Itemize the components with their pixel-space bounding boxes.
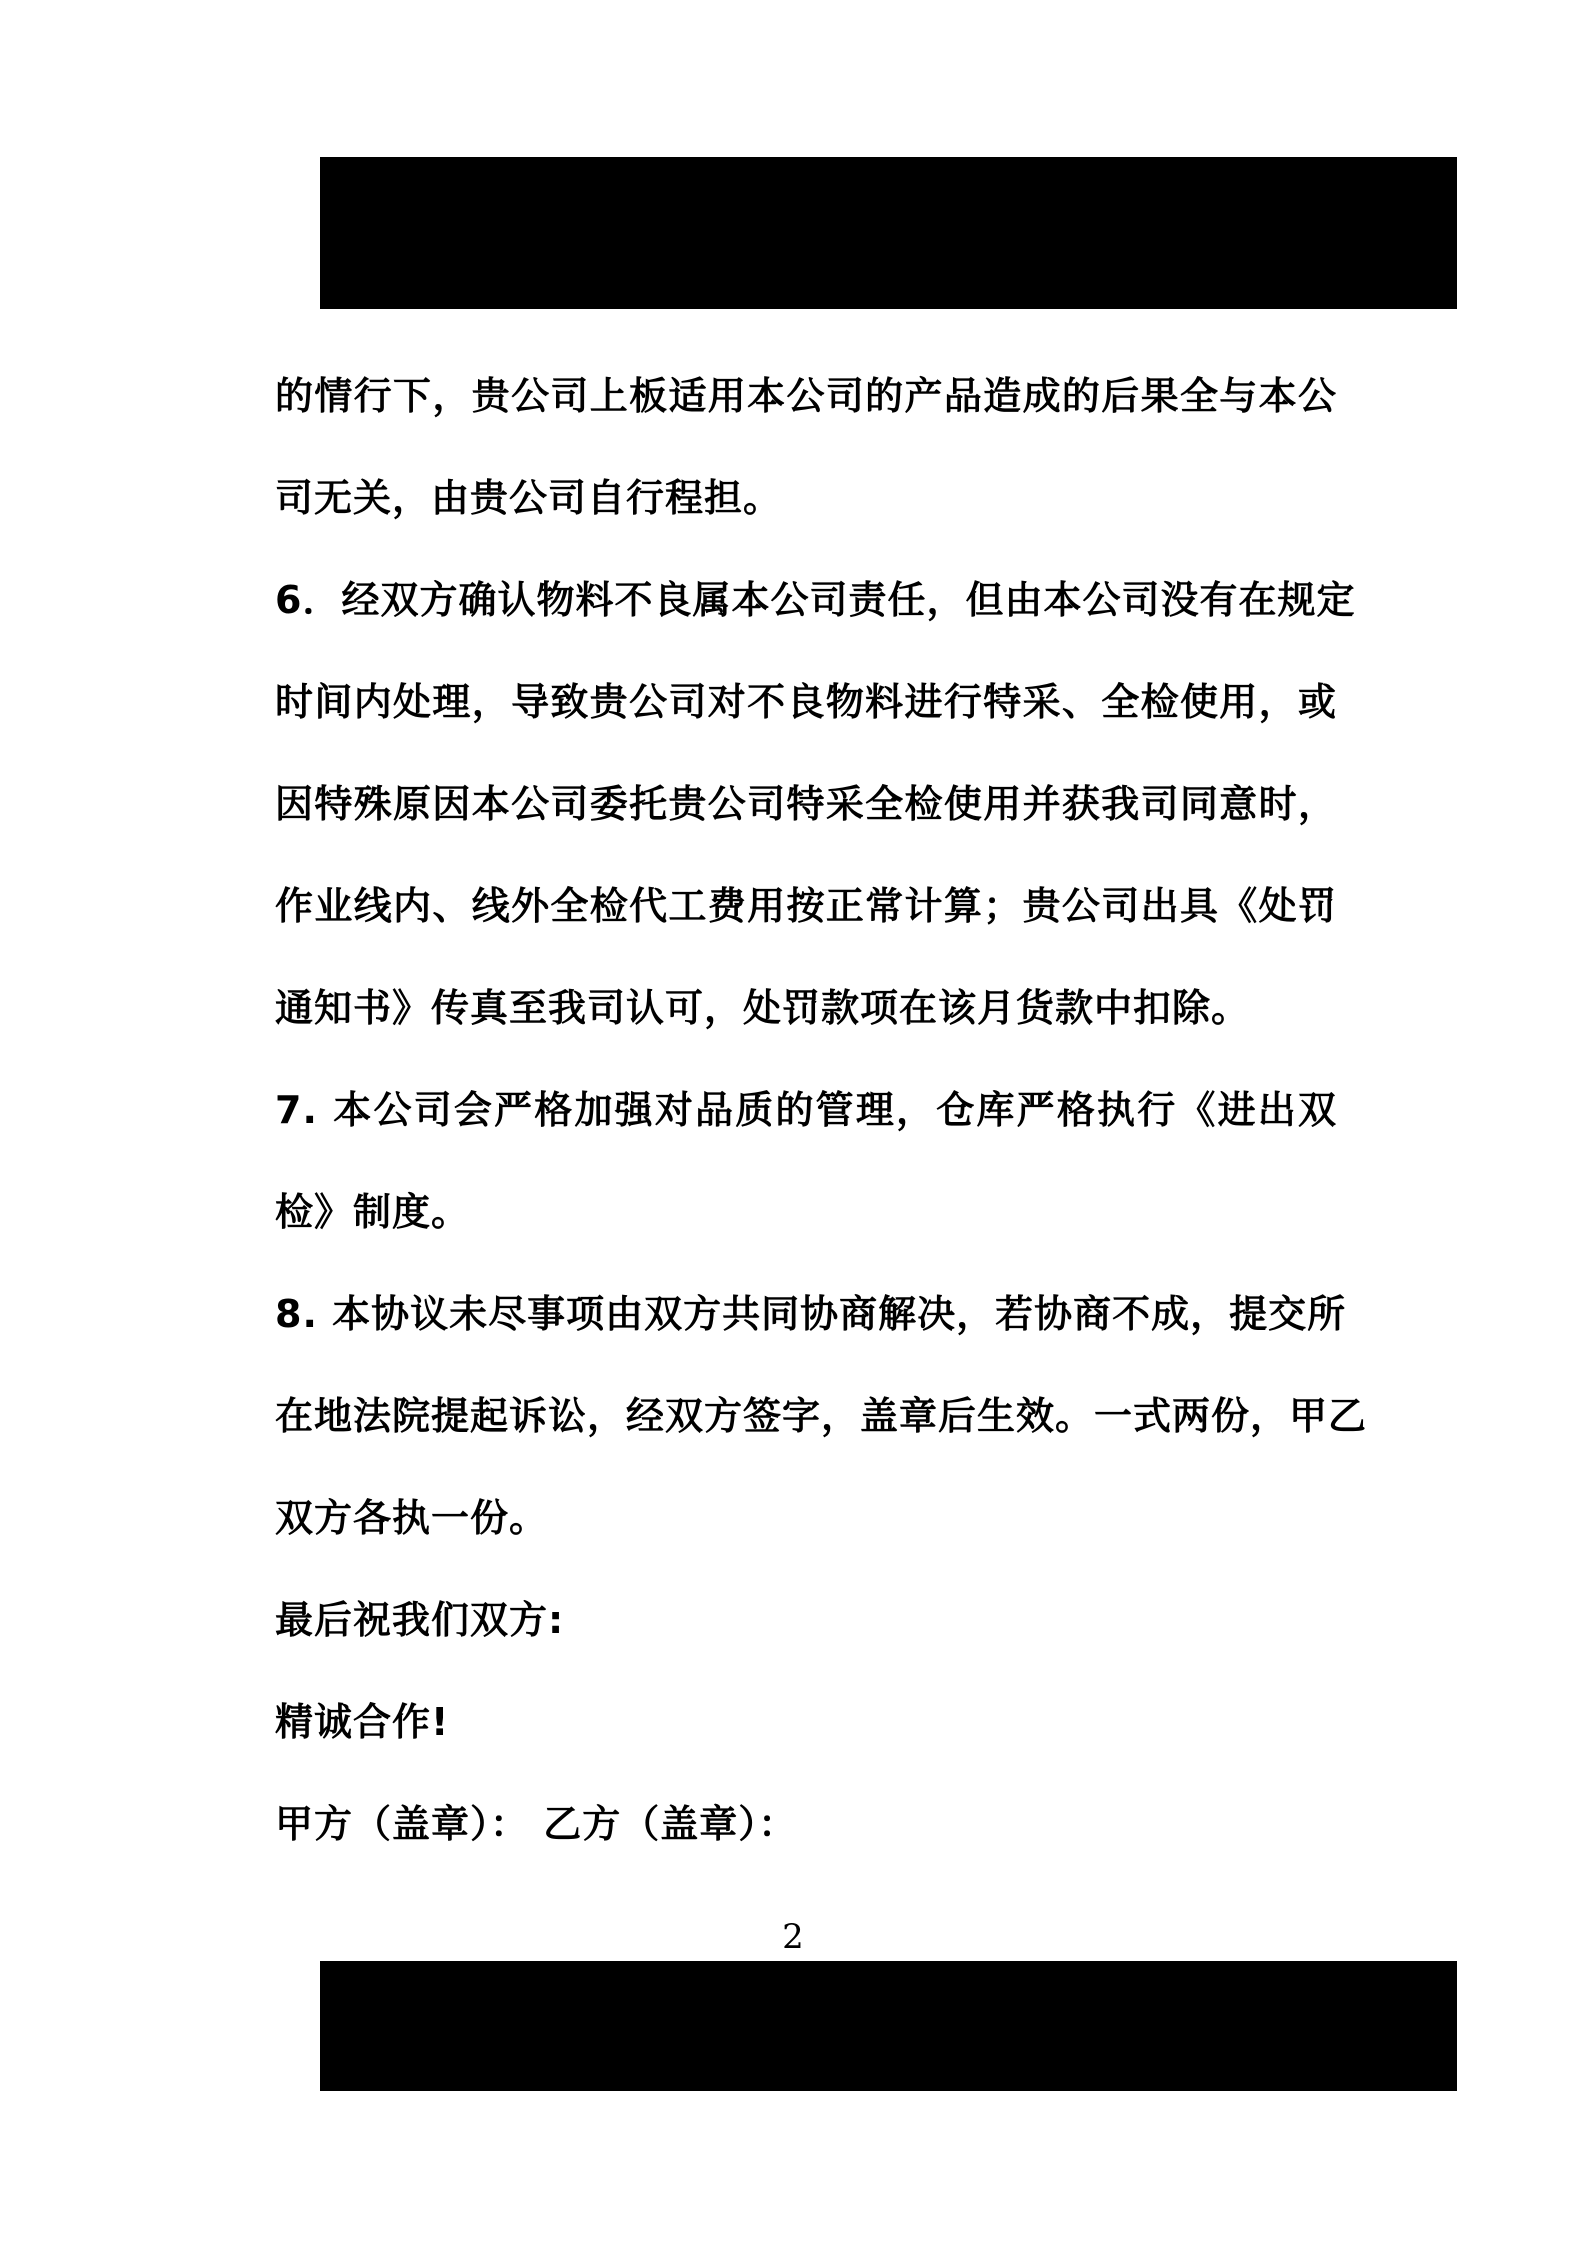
closing-line: 精诚合作! (275, 1700, 450, 1744)
page-number: 2 (782, 1917, 804, 1957)
document-body (275, 345, 1368, 1875)
signature-line: 甲方（盖章）： 乙方（盖章）： (275, 1802, 798, 1846)
clause-8-line: 双方各执一份。 (275, 1496, 549, 1540)
paragraph-line: 司无关，由贵公司自行程担。 (275, 476, 783, 520)
clause-7-line: 检》制度。 (275, 1190, 471, 1234)
closing-line: 最后祝我们双方: (275, 1598, 565, 1642)
clause-6-line: 6．经双方确认物料不良属本公司责任，但由本公司没有在规定 (275, 578, 1356, 622)
redaction-bar-bottom (320, 1961, 1457, 2091)
clause-7-line: 7. 本公司会严格加强对品质的管理，仓库严格执行《进出双 (275, 1088, 1337, 1132)
clause-6-line: 通知书》传真至我司认可，处罚款项在该月货款中扣除。 (275, 986, 1251, 1030)
clause-6-line: 因特殊原因本公司委托贵公司特采全检使用并获我司同意时， (275, 782, 1337, 826)
clause-8-line: 在地法院提起诉讼，经双方签字，盖章后生效。一式两份，甲乙 (275, 1394, 1368, 1438)
redaction-bar-top (320, 157, 1457, 309)
clause-8-line: 8. 本协议未尽事项由双方共同协商解决，若协商不成，提交所 (275, 1292, 1347, 1336)
paragraph-line: 的情行下，贵公司上板适用本公司的产品造成的后果全与本公 (275, 374, 1337, 418)
clause-6-line: 作业线内、线外全检代工费用按正常计算；贵公司出具《处罚 (275, 884, 1337, 928)
clause-6-line: 时间内处理，导致贵公司对不良物料进行特采、全检使用，或 (275, 680, 1337, 724)
